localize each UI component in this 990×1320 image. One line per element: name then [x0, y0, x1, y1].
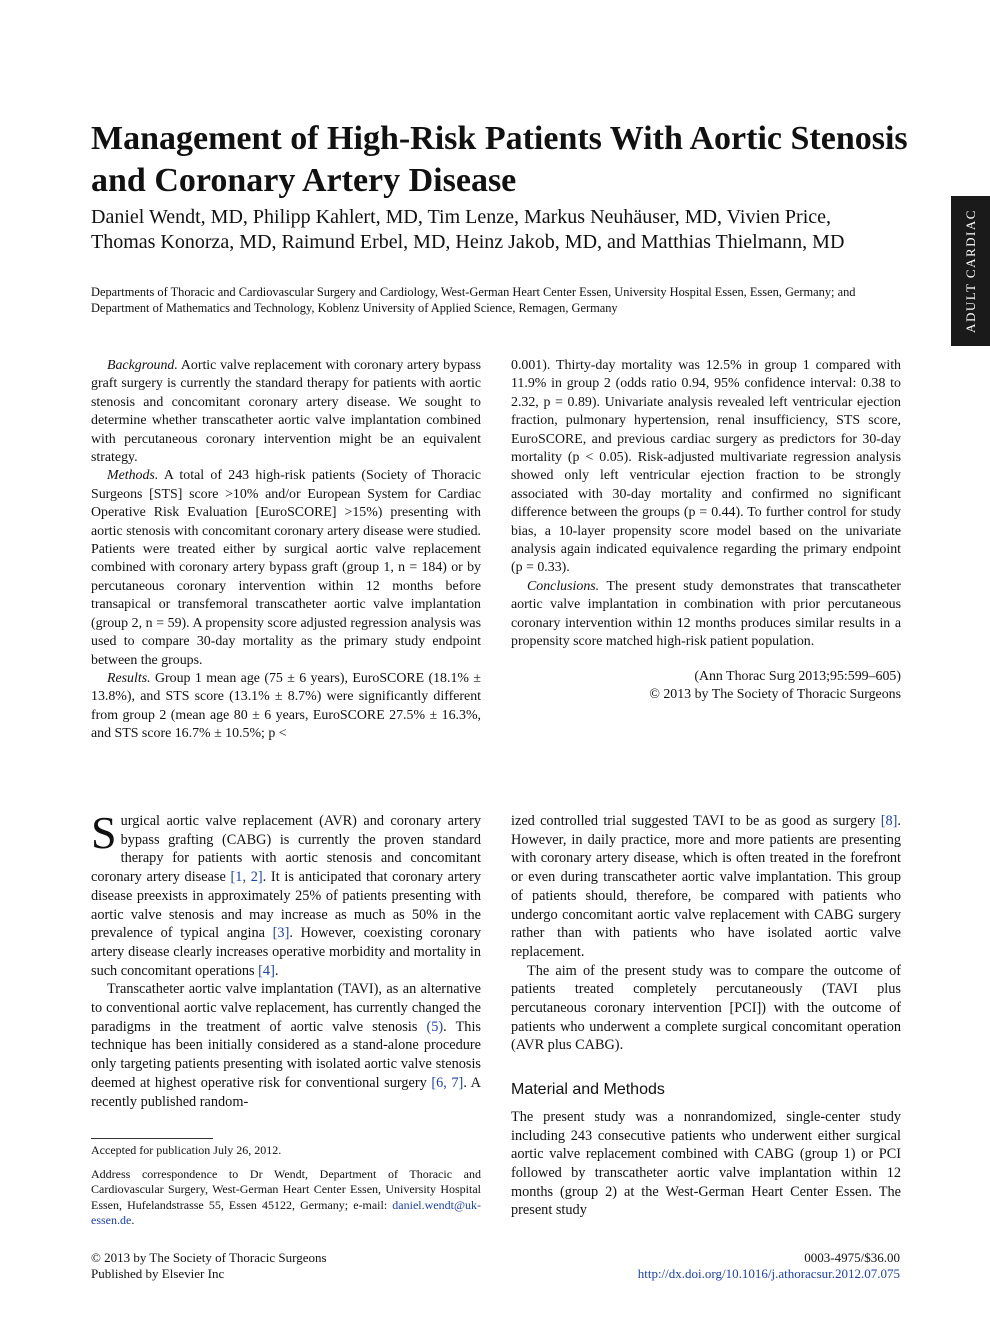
- intro-paragraph-1: [91, 812, 481, 980]
- section-tab: [951, 196, 990, 346]
- intro-paragraph-3: [511, 812, 901, 962]
- intro-paragraph-2: [91, 980, 481, 1111]
- footer-publisher: Published by Elsevier Inc: [91, 1266, 225, 1281]
- citation-link[interactable]: [4]: [258, 962, 275, 979]
- article-title: Management of High-Risk Patients With Aortic Stenosis and Coronary Artery Disease: [91, 120, 908, 199]
- intro-text: urgical aortic valve replacement (AVR) and coronary artery bypass grafting (CABG) is currently the proven standard therapy for patients with aortic stenosis and concomitant coronary artery disease: [91, 813, 481, 886]
- doi-link[interactable]: http://dx.doi.org/10.1016/j.athoracsur.2012.07.075: [637, 1266, 900, 1281]
- author-list: Daniel Wendt, MD, Philipp Kahlert, MD, Tim Lenze, Markus Neuhäuser, MD, Vivien Price, Thomas Konorza, MD, Raimund Erbel, MD, Heinz Jakob, MD, and Matthias Thielmann, MD: [91, 206, 845, 253]
- abstract-conclusions: [511, 578, 901, 652]
- intro-text: .: [274, 962, 279, 979]
- footer-right: [638, 1250, 900, 1282]
- citation-link[interactable]: [3]: [272, 925, 290, 942]
- conclusions-text: The present study demonstrates that transcatheter aortic valve implantation in combination with prior percutaneous coronary intervention within 12 months produces similar results in a propensity score matched high-risk patient population.: [511, 578, 901, 650]
- footer-issn: 0003-4975/$36.00: [804, 1250, 900, 1265]
- citation-link[interactable]: [1, 2]: [230, 869, 263, 886]
- body-left-column: [91, 812, 481, 1122]
- abstract-methods: [91, 467, 481, 669]
- citation-link[interactable]: [8]: [880, 813, 898, 829]
- methods-text: A total of 243 high-risk patients (Society of Thoracic Surgeons [STS] score >10% and/or European System for Cardiac Operative Risk Evaluation [EuroSCORE] >15%) presenting with aortic stenosis with concomitant coronary artery disease were studied. Patients were treated either by surgical aortic valve replacement combined with coronary artery bypass graft (group 1, n = 184) or by percutaneous coronary intervention within 12 months before transapical or transfemoral transcatheter aortic valve implantation (group 2, n = 59). A propensity score adjusted regression analysis was used to compare 30-day mortality as the primary study endpoint between the groups.: [91, 468, 481, 668]
- abstract-results-continued: 0.001). Thirty-day mortality was 12.5% in group 1 compared with 11.9% in group 2 (odds ratio 0.94, 95% confidence interval: 0.38 to 2.32, p = 0.89). Univariate analysis revealed left ventricular ejection fraction, pulmonary hypertension, renal insufficiency, STS score, EuroSCORE, and previous cardiac surgery as predictors for 30-day mortality (p < 0.05). Risk-adjusted multivariate regression analysis showed only left ventricular ejection fraction to be strongly associated with 30-day mortality and confirmed no significant difference between the groups (p = 0.44). To further control for study bias, a 10-layer propensity score model based on the univariate analysis again indicated equivalence regarding the primary endpoint (p = 0.33).: [511, 358, 901, 576]
- intro-text: ized controlled trial suggested TAVI to be as good as surgery: [511, 813, 881, 829]
- section-tab-label: ADULT CARDIAC: [962, 209, 978, 333]
- footer-copyright: © 2013 by The Society of Thoracic Surgeons: [91, 1250, 327, 1265]
- abstract-background: [91, 357, 481, 467]
- footnote-rule: [91, 1138, 213, 1139]
- abstract-results: [91, 670, 481, 744]
- intro-text: . It is anticipated that coronary artery disease preexists in approximately 25% of patients presenting with aortic valve stenosis and may increase as much as 50% in the prevalence of typical angina: [91, 869, 481, 942]
- results-label: Results.: [107, 670, 151, 686]
- abstract-right-column: [511, 357, 901, 704]
- email-link[interactable]: daniel.wendt@uk-essen.de: [91, 1197, 481, 1227]
- methods-paragraph-1: The present study was a nonrandomized, single-center study including 243 consecutive patients who underwent either surgical aortic valve replacement combined with CABG (group 1) or PCI followed by transcatheter aortic valve implantation within 12 months (group 2) at the West-German Heart Center Essen. The present study: [511, 1108, 901, 1219]
- intro-text: . A recently published random-: [91, 1074, 481, 1110]
- address-text: Address correspondence to Dr Wendt, Department of Thoracic and Cardiovascular Surgery, West-German Heart Center Essen, University Hospital Essen, Hufelandstrasse 55, Essen 45122, Germany; e-mail:: [91, 1167, 481, 1212]
- correspondence-address: [91, 1167, 481, 1228]
- citation-link[interactable]: (5): [426, 1018, 444, 1035]
- intro-text: . However, in daily practice, more and more patients are presenting with coronary artery disease, which is often treated in the forefront or even during transcatheter aortic valve implantation. This group of patients should, therefore, be compared with patients who undergo concomitant aortic valve replacement with CABG surgery rather than with patients who have isolated aortic valve replacement.: [511, 813, 901, 960]
- footer-left: [91, 1250, 327, 1282]
- address-end: .: [131, 1212, 135, 1227]
- intro-paragraph-4: The aim of the present study was to compare the outcome of patients treated completely percutaneously (TAVI plus percutaneous coronary intervention [PCI]) with the outcome of patients who underwent a complete surgical concomitant operation (AVR plus CABG).: [511, 962, 901, 1054]
- accepted-date: Accepted for publication July 26, 2012.: [91, 1143, 282, 1157]
- abstract-left-column: [91, 357, 481, 744]
- intro-text: . This technique has been initially considered as a stand-alone procedure only targeting patients presenting with isolated aortic valve stenosis deemed at highest operative risk for conventional surgery: [91, 1018, 481, 1091]
- results-text: Group 1 mean age (75 ± 6 years), EuroSCORE (18.1% ± 13.8%), and STS score (13.1% ± 8.7%) were significantly different from group 2 (mean age 80 ± 6 years, EuroSCORE 27.5% ± 16.3%, and STS score 16.7% ± 10.5%; p <: [91, 670, 481, 742]
- background-label: Background.: [107, 358, 178, 373]
- drop-cap: S: [91, 812, 117, 858]
- citation-link[interactable]: [6, 7]: [431, 1074, 464, 1091]
- conclusions-label: Conclusions.: [527, 578, 600, 594]
- body-right-column: [511, 812, 901, 1232]
- footnotes: [91, 1143, 481, 1237]
- citation-copyright: © 2013 by The Society of Thoracic Surgeons: [649, 686, 901, 702]
- intro-text: Transcatheter aortic valve implantation (TAVI), as an alternative to conventional aortic valve replacement, has currently changed the paradigms in the treatment of aortic valve stenosis: [91, 981, 481, 1035]
- affiliations: Departments of Thoracic and Cardiovascular Surgery and Cardiology, West-German Heart Center Essen, University Hospital Essen, Essen, Germany; and Department of Mathematics and Technology, Koblenz University of Applied Science, Remagen, Germany: [91, 285, 856, 315]
- methods-label: Methods.: [107, 468, 159, 484]
- background-text: Aortic valve replacement with coronary artery bypass graft surgery is currently the standard therapy for patients with aortic stenosis and concomitant coronary artery disease. We sought to determine whether transcatheter aortic valve implantation combined with percutaneous coronary intervention might be an equivalent strategy.: [91, 358, 481, 466]
- intro-text: . However, coexisting coronary artery disease clearly increases operative morbidity and mortality in such concomitant operations: [91, 925, 481, 979]
- citation-ref: (Ann Thorac Surg 2013;95:599–605): [694, 668, 901, 684]
- section-heading: Material and Methods: [511, 1081, 665, 1099]
- journal-citation: [511, 668, 901, 705]
